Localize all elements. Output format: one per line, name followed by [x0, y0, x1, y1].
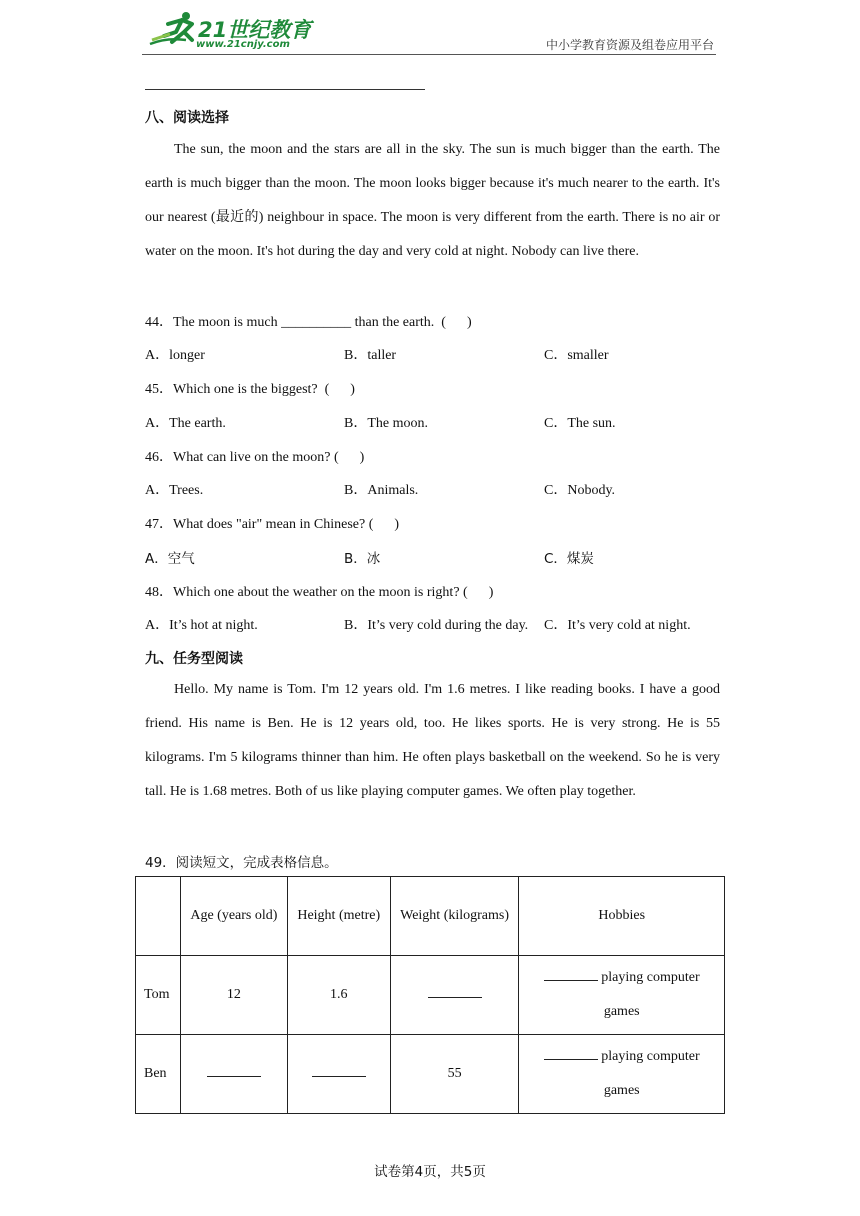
row-age: 12: [180, 956, 287, 1035]
option-47-c: C．煤炭: [544, 551, 594, 567]
option-47-a: A．空气: [145, 551, 195, 567]
page-footer: 试卷第4页，共5页: [374, 1164, 486, 1180]
table-row: [136, 1035, 725, 1114]
weight-blank[interactable]: [428, 981, 482, 998]
question-44: 44．The moon is much __________ than the earth. ( ): [145, 315, 472, 330]
question-45: 45．Which one is the biggest? ( ): [145, 382, 355, 397]
platform-name: 中小学教育资源及组卷应用平台: [545, 38, 714, 52]
hobby-blank[interactable]: [544, 1043, 598, 1060]
option-45-a: A．The earth.: [145, 416, 226, 431]
hobby-blank[interactable]: [544, 964, 598, 981]
option-47-b: B．冰: [344, 551, 381, 567]
section-8-title: 八、阅读选择: [145, 110, 229, 126]
option-45-c: C．The sun.: [544, 416, 616, 431]
question-46: 46．What can live on the moon? ( ): [145, 450, 365, 465]
option-44-a: A．longer: [145, 348, 205, 363]
row-age[interactable]: [180, 1035, 287, 1114]
question-48: 48．Which one about the weather on the moon is right? ( ): [145, 585, 494, 600]
table-header-row: [136, 877, 725, 956]
section-9-passage: Hello. My name is Tom. I'm 12 years old. I'm 1.6 metres. I like reading books. I have a good friend. His name is Ben. He is 12 years old, too. He likes sports. He is very strong. He is 55 kilograms. I'm 5 kilograms thinner than him. He often plays basketball on the weekend. So he is very tall. He is 1.68 metres. Both of us like playing computer games. We often play together.: [145, 682, 720, 799]
header-hobbies: Hobbies: [519, 877, 725, 956]
section-8-passage: The sun, the moon and the stars are all in the sky. The sun is much bigger than the earth. The earth is much bigger than the moon. The moon looks bigger because it's much nearer to the earth. It's our nearest (最近的) neighbour in space. The moon is very different from the earth. There is no air or water on the moon. It's hot during the day and very cold at night. Nobody can live there.: [145, 142, 720, 259]
option-48-a: A．It’s hot at night.: [145, 618, 258, 633]
row-hobby[interactable]: [519, 1035, 725, 1114]
info-table: [135, 876, 725, 1114]
row-weight: 55: [390, 1035, 519, 1114]
logo-url: www.21cnjy.com: [196, 39, 290, 50]
question-47: 47．What does "air" mean in Chinese? ( ): [145, 517, 400, 532]
option-45-b: B．The moon.: [344, 416, 428, 431]
logo-text: 21世纪教育: [198, 18, 312, 42]
option-44-c: C．smaller: [544, 348, 609, 363]
row-name: Ben: [136, 1035, 181, 1114]
header-weight: Weight (kilograms): [390, 877, 519, 956]
age-blank[interactable]: [207, 1060, 261, 1077]
option-44-b: B．taller: [344, 348, 397, 363]
row-hobby[interactable]: [519, 956, 725, 1035]
row-height[interactable]: [287, 1035, 390, 1114]
table-row: [136, 956, 725, 1035]
section-9-title: 九、任务型阅读: [145, 651, 243, 667]
option-46-b: B．Animals.: [344, 483, 419, 498]
header-height: Height (metre): [287, 877, 390, 956]
hobby-text: playing computer games: [601, 1049, 700, 1098]
row-weight[interactable]: [390, 956, 519, 1035]
option-46-c: C．Nobody.: [544, 483, 616, 498]
answer-blank-line: [145, 89, 425, 90]
option-48-c: C．It’s very cold at night.: [544, 618, 691, 633]
question-49: 49．阅读短文，完成表格信息。: [145, 855, 338, 871]
option-46-a: A．Trees.: [145, 483, 204, 498]
hobby-text: playing computer games: [601, 970, 700, 1019]
height-blank[interactable]: [312, 1060, 366, 1077]
option-48-b: B．It’s very cold during the day.: [344, 618, 529, 633]
header-divider: [142, 54, 716, 55]
row-height: 1.6: [287, 956, 390, 1035]
row-name: Tom: [136, 956, 181, 1035]
header-empty: [136, 877, 181, 956]
header-age: Age (years old): [180, 877, 287, 956]
